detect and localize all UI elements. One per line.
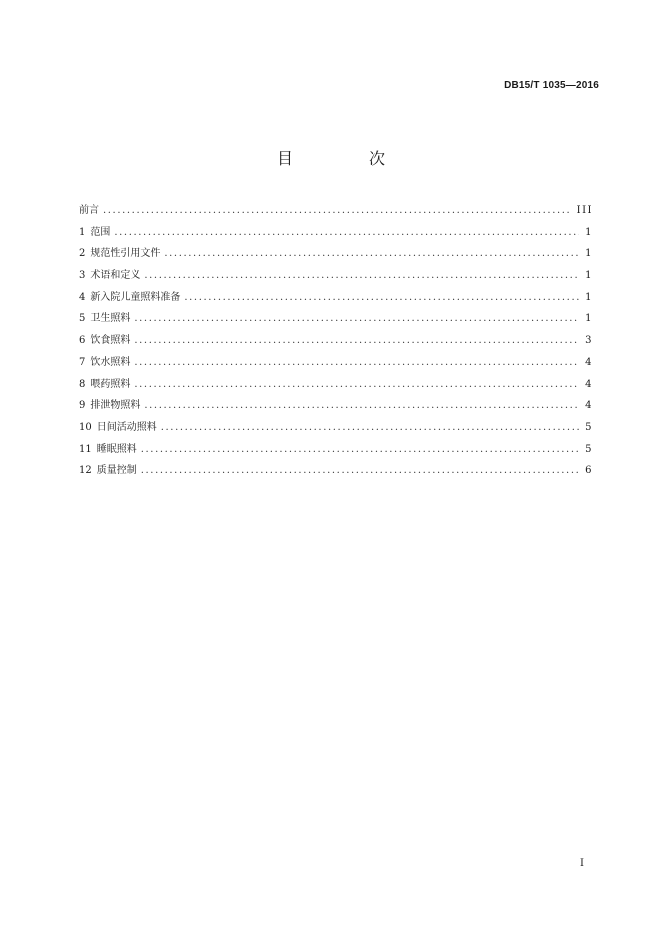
- toc-entry-label: 规范性引用文件: [90, 248, 161, 260]
- page-number: I: [580, 858, 584, 869]
- toc-entry-label: 饮水照料: [90, 356, 131, 368]
- toc-entry-page: 1: [585, 248, 593, 260]
- toc-entry-number: 8: [79, 378, 86, 390]
- toc-leader-dots: [164, 243, 579, 265]
- toc-entry-quality-control[interactable]: [79, 460, 593, 482]
- toc-entry-label: 质量控制: [96, 465, 137, 477]
- toc-leader-dots: [134, 330, 579, 352]
- toc-entry-label: 卫生照料: [90, 313, 131, 325]
- toc-entry-page: 1: [585, 313, 593, 325]
- toc-entry-hygiene-care[interactable]: [79, 308, 593, 330]
- document-code: DB15/T 1035—2016: [504, 80, 599, 91]
- toc-entry-foreword[interactable]: [79, 200, 593, 222]
- toc-entry-number: 3: [79, 270, 86, 282]
- toc-entry-number: 2: [79, 248, 86, 260]
- toc-leader-dots: [141, 439, 579, 461]
- toc-entry-medication-care[interactable]: [79, 374, 593, 396]
- toc-entry-number: 11: [79, 443, 92, 455]
- toc-leader-dots: [141, 460, 579, 482]
- toc-entry-page: 4: [585, 378, 593, 390]
- toc-entry-label: 前言: [79, 205, 99, 216]
- toc-entry-page: 5: [585, 443, 593, 455]
- toc-entry-label: 范围: [90, 226, 111, 238]
- toc-leader-dots: [134, 308, 579, 330]
- toc-entry-page: 4: [585, 400, 593, 412]
- toc-entry-page: 1: [585, 270, 593, 282]
- toc-entry-label: 喂药照料: [90, 378, 131, 390]
- toc-entry-drinking-care[interactable]: [79, 352, 593, 374]
- page-title: 目 次: [276, 149, 415, 168]
- toc-entry-excreta-care[interactable]: [79, 395, 593, 417]
- toc-entry-page: 5: [585, 421, 593, 433]
- toc-entry-label: 新入院儿童照料准备: [90, 291, 181, 303]
- toc-entry-page: 1: [585, 291, 593, 303]
- toc-entry-label: 睡眠照料: [96, 443, 137, 455]
- table-of-contents: [79, 200, 593, 482]
- toc-entry-admission-preparation[interactable]: [79, 287, 593, 309]
- toc-entry-number: 4: [79, 291, 86, 303]
- toc-leader-dots: [134, 352, 579, 374]
- toc-entry-daytime-activity-care[interactable]: [79, 417, 593, 439]
- toc-leader-dots: [144, 265, 579, 287]
- toc-entry-number: 6: [79, 335, 86, 347]
- toc-entry-scope[interactable]: [79, 222, 593, 244]
- toc-entry-terms-definitions[interactable]: [79, 265, 593, 287]
- toc-entry-number: 12: [79, 465, 92, 477]
- toc-leader-dots: [144, 395, 579, 417]
- toc-leader-dots: [103, 200, 571, 222]
- toc-entry-number: 5: [79, 313, 86, 325]
- toc-entry-page: 6: [585, 465, 593, 477]
- toc-entry-page: 3: [585, 335, 593, 347]
- toc-entry-label: 饮食照料: [90, 335, 131, 347]
- toc-entry-diet-care[interactable]: [79, 330, 593, 352]
- toc-leader-dots: [114, 222, 579, 244]
- toc-leader-dots: [184, 287, 579, 309]
- toc-entry-page: 1: [585, 226, 593, 238]
- toc-entry-label: 术语和定义: [90, 270, 141, 282]
- toc-entry-number: 1: [79, 226, 86, 238]
- toc-entry-normative-references[interactable]: [79, 243, 593, 265]
- toc-entry-number: 9: [79, 400, 86, 412]
- toc-entry-page: III: [576, 205, 593, 216]
- toc-entry-number: 10: [79, 421, 92, 433]
- toc-entry-label: 排泄物照料: [90, 400, 141, 412]
- toc-leader-dots: [161, 417, 579, 439]
- toc-entry-page: 4: [585, 356, 593, 368]
- toc-entry-label: 日间活动照料: [96, 421, 157, 433]
- toc-entry-number: 7: [79, 356, 86, 368]
- toc-leader-dots: [134, 374, 579, 396]
- toc-entry-sleep-care[interactable]: [79, 439, 593, 461]
